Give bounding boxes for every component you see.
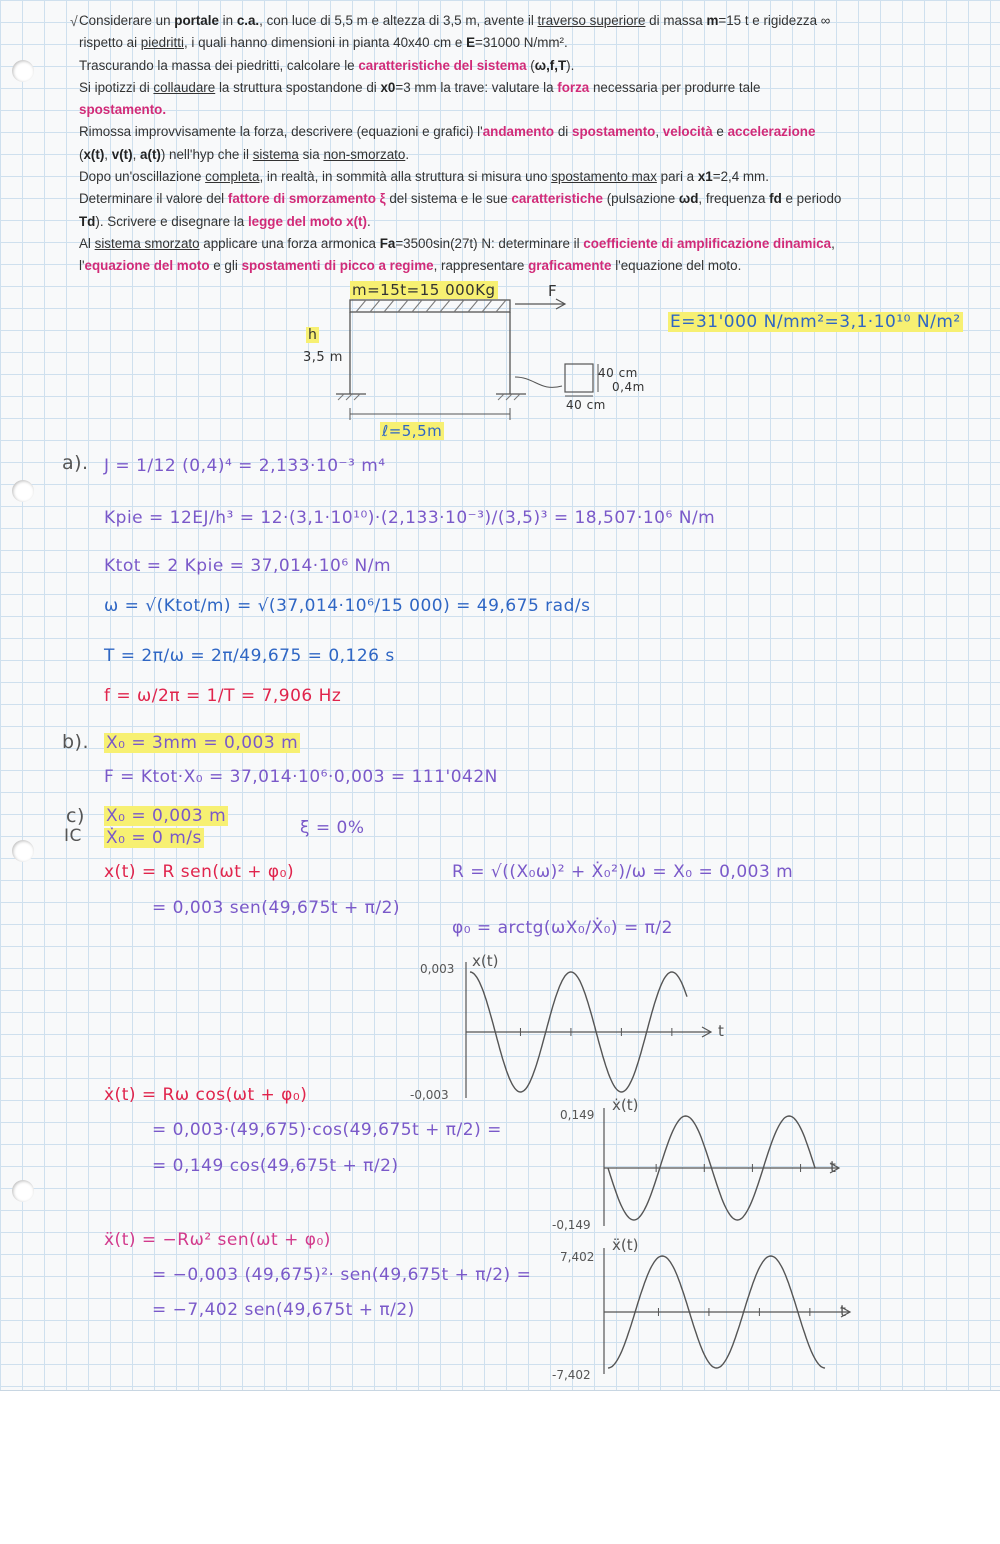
problem-text: l'equazione del moto. bbox=[611, 258, 742, 274]
problem-text: completa bbox=[205, 169, 260, 185]
problem-text: . bbox=[405, 146, 410, 162]
problem-text: in bbox=[218, 13, 237, 28]
v-eq-1: ẋ(t) = Rω cos(ωt + φ₀) bbox=[104, 1085, 308, 1105]
problem-text: Considerare un bbox=[79, 13, 175, 28]
a-eq-1: ẍ(t) = −Rω² sen(ωt + φ₀) bbox=[104, 1230, 331, 1250]
problem-text: Td bbox=[79, 213, 96, 229]
problem-text: sia bbox=[298, 146, 324, 162]
ic-label: IC bbox=[64, 826, 82, 846]
problem-text: =15 t e rigidezza ∞ bbox=[718, 13, 831, 28]
velocity-graph bbox=[604, 1108, 854, 1228]
force-eq: F = Ktot·X₀ = 37,014·10⁶·0,003 = 111'042N bbox=[104, 767, 498, 787]
problem-text: Dopo un'oscillazione bbox=[79, 169, 206, 185]
problem-text: Al bbox=[79, 235, 95, 251]
graph-x-ymin: -0,003 bbox=[410, 1088, 449, 1102]
problem-text: ωd bbox=[678, 191, 699, 207]
problem-text: l' bbox=[79, 258, 85, 274]
v-eq-2: = 0,003·(49,675)·cos(49,675t + π/2) = bbox=[152, 1120, 502, 1140]
elastic-modulus-text: E=31'000 N/mm²=3,1·10¹⁰ N/m² bbox=[670, 312, 961, 332]
problem-text: fd bbox=[769, 191, 782, 207]
problem-text: portale bbox=[174, 13, 219, 28]
problem-text: e periodo bbox=[781, 191, 842, 207]
problem-text: graficamente bbox=[528, 258, 612, 274]
punch-hole bbox=[12, 60, 34, 82]
graph-x-axis-label: t bbox=[718, 1022, 724, 1040]
problem-text: la struttura spostandone di bbox=[215, 79, 381, 95]
problem-text: E bbox=[466, 35, 476, 51]
problem-text: ). bbox=[566, 57, 575, 73]
frequency-eq: f = ω/2π = 1/T = 7,906 Hz bbox=[104, 686, 342, 706]
problem-text: , bbox=[104, 146, 112, 162]
problem-text: ω,f,T bbox=[534, 57, 567, 73]
x-eq-1: x(t) = R sen(ωt + φ₀) bbox=[104, 862, 295, 882]
part-a-tag: a). bbox=[62, 452, 89, 474]
problem-line bbox=[79, 211, 979, 233]
a-eq-2: = −0,003 (49,675)²· sen(49,675t + π/2) = bbox=[152, 1265, 532, 1285]
problem-line bbox=[79, 77, 979, 99]
problem-text: x1 bbox=[697, 169, 713, 185]
problem-line bbox=[79, 255, 979, 277]
graph-a-axis-label: t bbox=[840, 1302, 846, 1320]
height-label: 3,5 m bbox=[303, 350, 343, 365]
problem-text: m bbox=[706, 13, 719, 28]
part-c-tag: c) bbox=[66, 805, 85, 827]
problem-text: coefficiente di amplificazione dinamica bbox=[583, 235, 832, 251]
force-label: F bbox=[548, 282, 558, 300]
problem-line bbox=[79, 121, 979, 143]
inertia-eq: J = 1/12 (0,4)⁴ = 2,133·10⁻³ m⁴ bbox=[104, 456, 386, 476]
problem-text: , bbox=[831, 235, 835, 251]
problem-text: equazione del moto bbox=[84, 258, 210, 274]
problem-text: spostamento max bbox=[551, 169, 657, 185]
height-symbol: h bbox=[308, 327, 318, 343]
problem-text: =31000 N/mm². bbox=[475, 35, 568, 51]
problem-text: necessaria per produrre tale bbox=[589, 79, 761, 95]
problem-text: x0 bbox=[380, 79, 396, 95]
graph-v-axis-label: t bbox=[830, 1158, 836, 1176]
problem-line bbox=[70, 10, 979, 32]
problem-text: applicare una forza armonica bbox=[199, 235, 380, 251]
problem-text: , bbox=[655, 124, 663, 140]
problem-text: fattore di smorzamento ξ bbox=[227, 191, 386, 207]
problem-text: di bbox=[554, 124, 572, 140]
problem-text: Si ipotizzi di bbox=[79, 79, 154, 95]
k-pie-eq: Kpie = 12EJ/h³ = 12·(3,1·10¹⁰)·(2,133·10⁻³)/(3,5)³ = 18,507·10⁶ N/m bbox=[104, 508, 716, 528]
punch-hole bbox=[12, 480, 34, 502]
acceleration-graph bbox=[604, 1248, 864, 1376]
problem-text: a(t) bbox=[140, 146, 161, 162]
problem-text: di massa bbox=[645, 13, 707, 28]
problem-text: e gli bbox=[209, 258, 242, 274]
problem-text: spostamenti di picco a regime bbox=[241, 258, 434, 274]
v-eq-3: = 0,149 cos(49,675t + π/2) bbox=[152, 1156, 399, 1176]
x-eq-2: = 0,003 sen(49,675t + π/2) bbox=[152, 898, 401, 918]
problem-text: piedritti bbox=[140, 35, 184, 51]
punch-hole bbox=[12, 840, 34, 862]
amplitude-eq: R = √((X₀ω)² + Ẋ₀²)/ω = X₀ = 0,003 m bbox=[452, 862, 794, 882]
a-eq-3: = −7,402 sen(49,675t + π/2) bbox=[152, 1300, 415, 1320]
problem-text: sistema smorzato bbox=[94, 235, 200, 251]
problem-text: del sistema e le sue bbox=[385, 191, 512, 207]
problem-text: , i quali hanno dimensioni in pianta 40x40 cm e bbox=[183, 35, 467, 51]
problem-text: legge del moto x(t) bbox=[247, 213, 367, 229]
part-b-tag: b). bbox=[62, 731, 90, 753]
problem-text: Trascurando la massa dei piedritti, calcolare le bbox=[79, 57, 359, 73]
graph-x-ymax: 0,003 bbox=[420, 962, 455, 976]
problem-text: =3500sin(27t) N: determinare il bbox=[395, 235, 584, 251]
problem-text: spostamento. bbox=[79, 102, 167, 118]
problem-text: Rimossa improvvisamente la forza, descrivere (equazioni e grafici) l' bbox=[79, 124, 483, 140]
portal-frame-sketch bbox=[300, 282, 720, 442]
problem-line bbox=[79, 166, 979, 188]
graph-a-ymax: 7,402 bbox=[560, 1250, 595, 1264]
mass-label: m=15t=15 000Kg bbox=[352, 281, 496, 299]
problem-text: c.a. bbox=[236, 13, 260, 28]
problem-line bbox=[79, 99, 979, 121]
problem-text: collaudare bbox=[153, 79, 216, 95]
problem-text: v(t) bbox=[111, 146, 133, 162]
problem-text: (pulsazione bbox=[602, 191, 679, 207]
problem-text: ). Scrivere e disegnare la bbox=[95, 213, 248, 229]
problem-text: non-smorzato bbox=[323, 146, 406, 162]
problem-text: e bbox=[712, 124, 728, 140]
graph-v-ymin: -0,149 bbox=[552, 1218, 591, 1232]
problem-line bbox=[79, 32, 979, 54]
problem-text: . bbox=[366, 213, 371, 229]
problem-statement bbox=[70, 10, 979, 278]
x0-eq bbox=[104, 733, 300, 753]
problem-text: Determinare il valore del bbox=[79, 191, 228, 207]
problem-text: =3 mm la trave: valutare la bbox=[395, 79, 558, 95]
problem-text: ) nell'hyp che il bbox=[160, 146, 253, 162]
problem-text: Fa bbox=[379, 235, 396, 251]
problem-text: , in realtà, in sommità alla struttura si misura uno bbox=[259, 169, 552, 185]
problem-text: pari a bbox=[656, 169, 698, 185]
graph-a-title: ẍ(t) bbox=[612, 1236, 639, 1254]
problem-text: traverso superiore bbox=[537, 13, 646, 28]
damping-zero: ξ = 0% bbox=[300, 818, 365, 838]
problem-text: x(t) bbox=[83, 146, 105, 162]
section-height: 40 cm bbox=[598, 366, 638, 380]
problem-text: accelerazione bbox=[727, 124, 816, 140]
problem-line bbox=[79, 55, 979, 77]
check-mark-icon: √ bbox=[70, 13, 78, 29]
problem-text: forza bbox=[557, 79, 590, 95]
problem-text: , frequenza bbox=[698, 191, 770, 207]
phase-eq: φ₀ = arctg(ωX₀/Ẋ₀) = π/2 bbox=[452, 918, 673, 938]
graph-a-ymin: -7,402 bbox=[552, 1368, 591, 1382]
problem-line bbox=[79, 144, 979, 166]
problem-text: ( bbox=[526, 57, 535, 73]
problem-text: caratteristiche del sistema bbox=[358, 57, 527, 73]
span-label: ℓ=5,5m bbox=[382, 422, 443, 440]
omega-eq: ω = √(Ktot/m) = √(37,014·10⁶/15 000) = 49,675 rad/s bbox=[104, 596, 591, 616]
problem-text: spostamento bbox=[572, 124, 656, 140]
problem-text: caratteristiche bbox=[511, 191, 603, 207]
ic-x0-text: X₀ = 0,003 m bbox=[106, 806, 227, 826]
k-tot-eq: Ktot = 2 Kpie = 37,014·10⁶ N/m bbox=[104, 556, 392, 576]
period-eq: T = 2π/ω = 2π/49,675 = 0,126 s bbox=[104, 646, 395, 666]
section-height-m: 0,4m bbox=[612, 380, 645, 394]
problem-text: , con luce di 5,5 m e altezza di 3,5 m, avente il bbox=[259, 13, 538, 28]
problem-line bbox=[79, 188, 979, 210]
problem-text: andamento bbox=[482, 124, 555, 140]
elastic-modulus bbox=[668, 312, 963, 332]
ic-v0 bbox=[104, 828, 204, 848]
problem-text: rispetto ai bbox=[79, 35, 141, 51]
ic-x0 bbox=[104, 806, 228, 826]
punch-hole bbox=[12, 1180, 34, 1202]
graph-v-title: ẋ(t) bbox=[612, 1096, 639, 1114]
binder-holes bbox=[0, 0, 34, 1390]
problem-text: =2,4 mm. bbox=[712, 169, 769, 185]
problem-text: ( bbox=[79, 146, 84, 162]
graph-v-ymax: 0,149 bbox=[560, 1108, 595, 1122]
displacement-graph bbox=[466, 962, 726, 1102]
graph-x-title: x(t) bbox=[472, 952, 499, 970]
problem-text: velocità bbox=[662, 124, 713, 140]
problem-text: , rappresentare bbox=[433, 258, 529, 274]
problem-text: , bbox=[132, 146, 141, 162]
problem-line bbox=[79, 233, 979, 255]
ic-v0-text: Ẋ₀ = 0 m/s bbox=[106, 828, 202, 848]
section-width: 40 cm bbox=[566, 398, 606, 412]
x0-eq-text: X₀ = 3mm = 0,003 m bbox=[106, 733, 299, 753]
problem-text: sistema bbox=[252, 146, 299, 162]
